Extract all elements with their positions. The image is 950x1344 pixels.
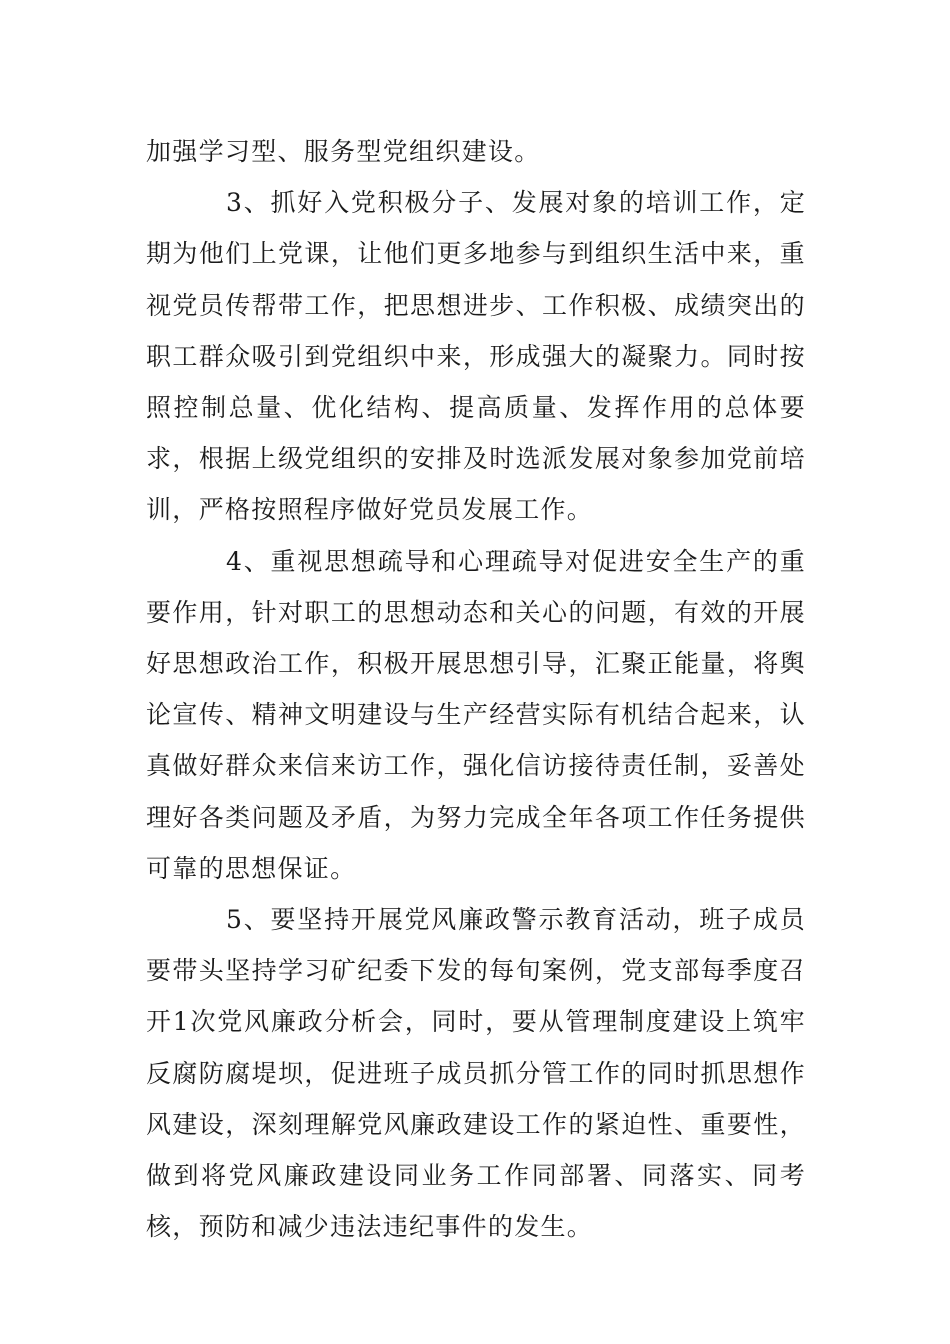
paragraph-item-4: 4、重视思想疏导和心理疏导对促进安全生产的重要作用，针对职工的思想动态和关心的问题，有效的开展好思想政治工作，积极开展思想引导，汇聚正能量，将舆论宣传、精神文明建设与生产经营实际有机结合起来，认真做好群众来信来访工作，强化信访接待责任制，妥善处理好各类问题及矛盾，为努力完成全年各项工作任务提供可靠的思想保证。 bbox=[146, 546, 806, 883]
paragraph-item-5: 5、要坚持开展党风廉政警示教育活动，班子成员要带头坚持学习矿纪委下发的每旬案例，党支部每季度召开1次党风廉政分析会，同时，要从管理制度建设上筑牢反腐防腐堤坝，促进班子成员抓分管工作的同时抓思想作风建设，深刻理解党风廉政建设工作的紧迫性、重要性，做到将党风廉政建设同业务工作同部署、同落实、同考核，预防和减少违法违纪事件的发生。 bbox=[146, 905, 806, 1242]
paragraph-continuation: 加强学习型、服务型党组织建设。 bbox=[146, 137, 541, 166]
document-body bbox=[146, 126, 806, 1252]
paragraph-item-3: 3、抓好入党积极分子、发展对象的培训工作，定期为他们上党课，让他们更多地参与到组织生活中来，重视党员传帮带工作，把思想进步、工作积极、成绩突出的职工群众吸引到党组织中来，形成强大的凝聚力。同时按照控制总量、优化结构、提高质量、发挥作用的总体要求，根据上级党组织的安排及时选派发展对象参加党前培训，严格按照程序做好党员发展工作。 bbox=[146, 188, 806, 525]
